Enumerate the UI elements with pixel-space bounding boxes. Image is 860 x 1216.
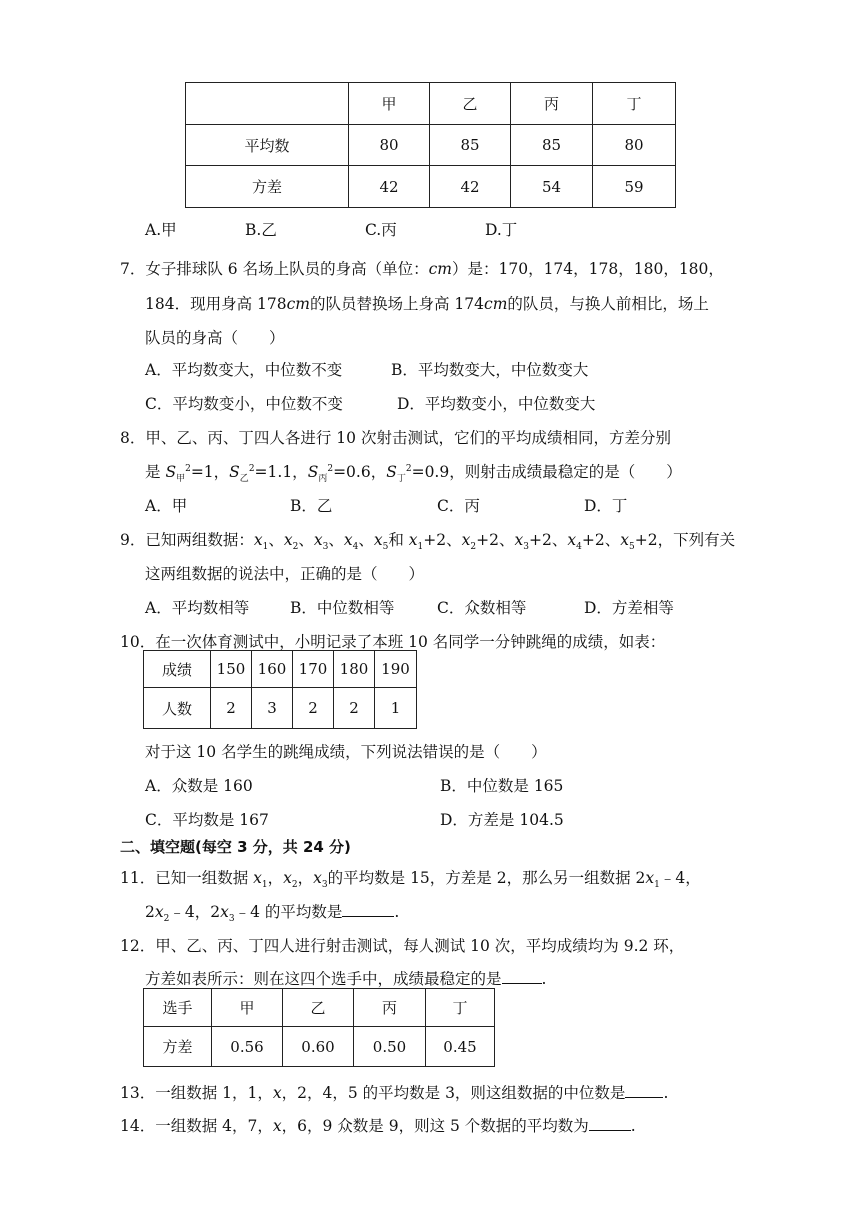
table-cell: 85 — [511, 125, 593, 166]
question-11-line1: 11．已知一组数据 $x_1$，$x_2$，$x_3$的平均数是 15，方差是 2，那么另一组数据 $2x_1﹣4$， — [120, 869, 701, 891]
table-cell: 丙 — [354, 989, 426, 1027]
table-cell: 丁 — [593, 83, 676, 125]
option-c: C．丙 — [437, 497, 480, 515]
table-cell: 0.45 — [426, 1027, 495, 1067]
answer-blank[interactable] — [625, 1083, 663, 1098]
option-a: A．众数是 160 — [145, 777, 253, 795]
table-cell: 80 — [593, 125, 676, 166]
table-cell: 190 — [375, 651, 417, 688]
option-d: D．平均数变小，中位数变大 — [397, 395, 596, 413]
table-cell: 成绩 — [144, 651, 211, 688]
question-7-line3: 队员的身高（ ） — [145, 329, 285, 347]
table-cell: 丁 — [426, 989, 495, 1027]
option-c: C．平均数变小，中位数不变 — [145, 395, 343, 413]
question-8-line1: 8．甲、乙、丙、丁四人各进行 10 次射击测试，它们的平均成绩相同，方差分别 — [120, 429, 671, 447]
question-7-line2: 184．现用身高 178cm的队员替换场上身高 174cm的队员，与换人前相比，场上 — [145, 295, 709, 313]
table-cell: 丙 — [511, 83, 593, 125]
section-heading: 二、填空题(每空 3 分，共 24 分) — [120, 838, 351, 856]
table-cell: 54 — [511, 166, 593, 208]
answer-blank[interactable] — [589, 1116, 631, 1131]
question-9-line2: 这两组数据的说法中，正确的是（ ） — [145, 565, 425, 583]
table-cell: 2 — [334, 688, 375, 729]
option-a: A．甲 — [145, 497, 188, 515]
table-cell: 59 — [593, 166, 676, 208]
table-cell: 选手 — [144, 989, 212, 1027]
question-10-line2: 对于这 10 名学生的跳绳成绩，下列说法错误的是（ ） — [145, 743, 547, 761]
question-12-line2: 方差如表所示：则在这四个选手中，成绩最稳定的是 . — [145, 970, 547, 988]
table-cell: 80 — [349, 125, 430, 166]
table-cell: 170 — [293, 651, 334, 688]
table-cell: 160 — [252, 651, 293, 688]
table-cell — [186, 83, 349, 125]
table-cell: 0.56 — [212, 1027, 283, 1067]
option-d: D．丁 — [584, 497, 628, 515]
table-cell: 180 — [334, 651, 375, 688]
option-a: A．平均数相等 — [145, 599, 250, 617]
option-a: A.甲 — [145, 221, 177, 239]
table-cell: 0.60 — [283, 1027, 354, 1067]
option-d: D.丁 — [485, 221, 518, 239]
table-cell: 42 — [430, 166, 511, 208]
option-d: D．方差是 104.5 — [440, 811, 564, 829]
table-cell: 方差 — [144, 1027, 212, 1067]
option-c: C．众数相等 — [437, 599, 527, 617]
variance-table-q6 — [185, 82, 676, 208]
question-9-line1: 9．已知两组数据：$x_1$、$x_2$、$x_3$、$x_4$、$x_5$和 $x_1+2$、$x_2+2$、$x_3+2$、$x_4+2$、$x_5+2$，下列有关 — [120, 531, 736, 553]
table-cell: 85 — [430, 125, 511, 166]
option-b: B．平均数变大，中位数变大 — [391, 361, 589, 379]
table-cell: 0.50 — [354, 1027, 426, 1067]
option-b: B.乙 — [245, 221, 277, 239]
option-a: A．平均数变大，中位数不变 — [145, 361, 343, 379]
table-cell: 1 — [375, 688, 417, 729]
table-cell: 平均数 — [186, 125, 349, 166]
option-c: C.丙 — [365, 221, 397, 239]
table-cell: 42 — [349, 166, 430, 208]
option-d: D．方差相等 — [584, 599, 674, 617]
table-cell: 2 — [211, 688, 252, 729]
question-12-line1: 12．甲、乙、丙、丁四人进行射击测试，每人测试 10 次，平均成绩均为 9.2 环， — [120, 937, 685, 955]
table-cell: 甲 — [349, 83, 430, 125]
option-b: B．中位数相等 — [290, 599, 395, 617]
table-cell: 乙 — [283, 989, 354, 1027]
table-cell: 3 — [252, 688, 293, 729]
answer-blank[interactable] — [342, 902, 394, 917]
jump-rope-table — [143, 650, 417, 729]
answer-blank[interactable] — [502, 969, 542, 984]
table-cell: 150 — [211, 651, 252, 688]
table-cell: 方差 — [186, 166, 349, 208]
question-8-line2: 是 $S_甲^2=1$，$S_乙^2=1.1$，$S_丙^2=0.6$，$S_丁^2=0.9$，则射击成绩最稳定的是（ ） — [145, 463, 682, 485]
table-cell: 2 — [293, 688, 334, 729]
question-10-line1: 10．在一次体育测试中，小明记录了本班 10 名同学一分钟跳绳的成绩，如表： — [120, 633, 666, 651]
option-b: B．中位数是 165 — [440, 777, 564, 795]
option-b: B．乙 — [290, 497, 333, 515]
table-cell: 甲 — [212, 989, 283, 1027]
option-c: C．平均数是 167 — [145, 811, 269, 829]
table-cell: 乙 — [430, 83, 511, 125]
table-cell: 人数 — [144, 688, 211, 729]
question-13: 13．一组数据 1，1，x，2，4，5 的平均数是 3，则这组数据的中位数是 . — [120, 1084, 669, 1102]
question-7-line1: 7．女子排球队 6 名场上队员的身高（单位：cm）是：170，174，178，180，180， — [120, 260, 724, 278]
question-11-line2: $2x_2﹣4$，$2x_3﹣4$ 的平均数是 . — [145, 903, 400, 925]
question-14: 14．一组数据 4，7，x，6，9 众数是 9，则这 5 个数据的平均数为 . — [120, 1117, 636, 1135]
variance-table-q12 — [143, 988, 495, 1067]
